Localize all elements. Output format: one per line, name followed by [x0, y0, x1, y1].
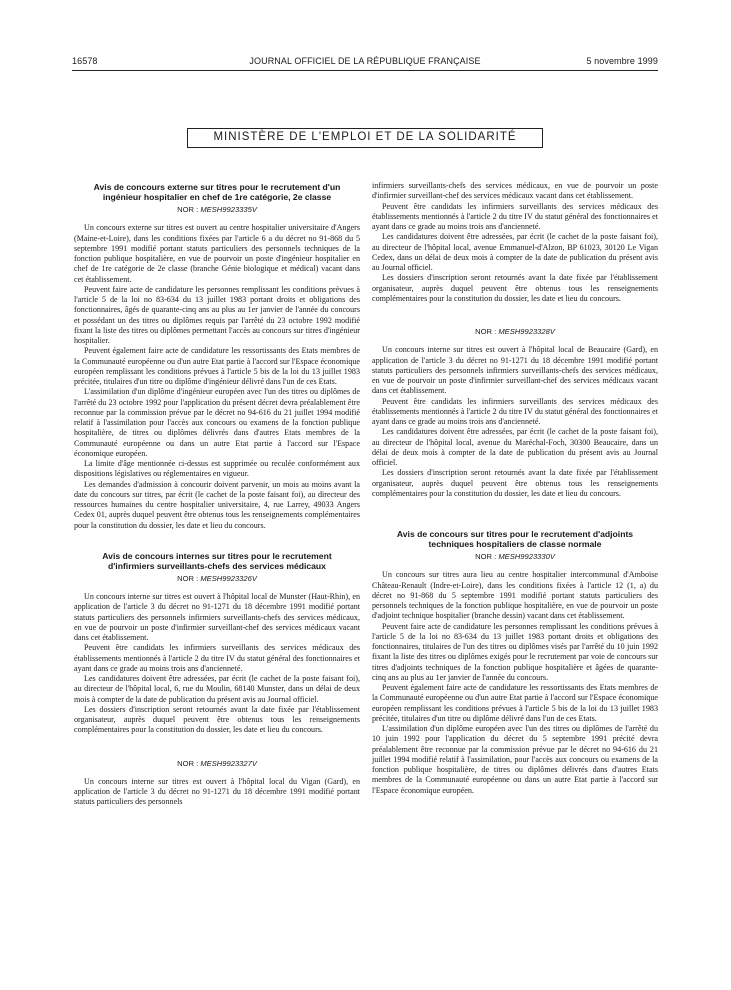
paragraph: La limite d'âge mentionnée ci-dessus est supprimée ou reculée conformément aux dispositions législatives ou réglementaires en vigueur. [74, 459, 360, 479]
paragraph: Un concours sur titres aura lieu au centre hospitalier intercommunal d'Amboise Château-Renault (Indre-et-Loire), dans les conditions fixées à l'article 12 (1, a) du décret no 91-868 du 5 septembre 1991 modifié portant statuts particuliers des personnels techniques de la fonction publique hospitalière, en vue de pourvoir un poste d'adjoint technique hospitalier (branche dessin) vacant dans cet établissement. [372, 570, 658, 621]
left-column [74, 182, 360, 808]
page-number: 16578 [72, 56, 98, 66]
paragraph: Les candidatures doivent être adressées, par écrit (le cachet de la poste faisant foi), au directeur de l'hôpital local, avenue Emmanuel-d'Alzon, BP 61023, 30120 Le Vigan Cedex, dans un délai de deux mois à compter de la date de publication du présent avis au Journal officiel. [372, 232, 658, 272]
paragraph: Peuvent être candidats les infirmiers surveillants des services médicaux des établissements mentionnés à l'article 2 du titre IV du statut général des fonctionnaires et ayant dans ce grade au moins trois ans d'ancienneté. [74, 643, 360, 673]
paragraph: infirmiers surveillants-chefs des services médicaux, en vue de pourvoir un poste d'infirmier surveillant-chef des services médicaux vacant dans cet établissement. [372, 181, 658, 201]
notice-title-2: Avis de concours internes sur titres pour le recrutement d'infirmiers surveillants-chefs des services médicaux [102, 550, 332, 571]
paragraph: Un concours interne sur titres est ouvert à l'hôpital local du Vigan (Gard), en application de l'article 3 du décret no 91-1271 du 18 décembre 1991 modifié portant statuts particuliers des personnels [74, 776, 360, 807]
paragraph: Les candidatures doivent être adressées, par écrit (le cachet de la poste faisant foi), au directeur de l'hôpital local, 6, rue du Moulin, 68140 Munster, dans un délai de deux mois à compter de la date de publication du présent avis au Journal officiel. [74, 674, 360, 704]
issue-date: 5 novembre 1999 [586, 56, 658, 66]
paragraph: Un concours interne sur titres est ouvert à l'hôpital local de Beaucaire (Gard), en application de l'article 3 du décret no 91-1271 du 18 décembre 1991 modifié portant statuts particuliers des personnels infirmiers surveillants-chefs des services médicaux, en vue de pourvoir un poste d'infirmier surveillant-chef des services médicaux vacant dans cet établissement. [372, 345, 658, 396]
nor-reference-1: NOR : MESH9923335V [177, 205, 257, 214]
paragraph: Peuvent faire acte de candidature les personnes remplissant les conditions prévues à l'article 5 de la loi no 83-634 du 13 juillet 1983 portant droits et obligations des fonctionnaires, âgés de quarante-cinq ans au plus au 1er janvier de l'année du concours et possédant un des titres ou diplômes requis par l'arrêté du 23 octobre 1992 modifié fixant la liste des titres ou diplômes permettant l'accès au concours sur titres d'ingénieur hospitalier. [74, 284, 360, 345]
nor-reference-2: NOR : MESH9923326V [177, 573, 257, 583]
nor-reference-4: NOR : MESH9923328V [475, 327, 555, 336]
header-rule [72, 70, 658, 71]
nor-reference-5: NOR : MESH9923330V [475, 552, 555, 561]
paragraph: Peuvent également faire acte de candidature les ressortissants des Etats membres de la Communauté européenne ou d'un autre Etat partie à l'accord sur l'Espace économique européen remplissant les conditions prévues à l'article 5 bis de la loi du 13 juillet 1983 précitée, titulaires d'un titre ou diplôme délivré dans l'un de ces Etats. [372, 683, 658, 723]
paragraph: Les candidatures doivent être adressées, par écrit (le cachet de la poste faisant foi), au directeur de l'hôpital local, avenue du Maréchal-Foch, 30300 Beaucaire, dans un délai de deux mois à compter de la date de publication du présent avis au Journal officiel. [372, 427, 658, 467]
paragraph: Peuvent être candidats les infirmiers surveillants des services médicaux des établissements mentionnés à l'article 2 du titre IV du statut général des fonctionnaires et ayant dans ce grade au moins trois ans d'ancienneté. [372, 201, 658, 231]
paragraph: Un concours externe sur titres est ouvert au centre hospitalier universitaire d'Angers (Maine-et-Loire), dans les conditions fixées par l'article 6 a du décret no 91-868 du 5 septembre 1991 modifié portant statuts particuliers des personnels techniques de la fonction publique hospitalière, en vue de pourvoir un poste d'ingénieur hospitalier en chef de 1re catégorie de 2e classe (branche Génie biologique et médical) vacant dans cet établissement. [74, 223, 360, 284]
paragraph: Les dossiers d'inscription seront retournés avant la date fixée par l'établissement organisateur, auprès duquel peuvent être obtenus tous les renseignements complémentaires pour la constitution du dossier, les date et lieu du concours. [372, 273, 658, 303]
paragraph: Peuvent faire acte de candidature les personnes remplissant les conditions prévues à l'article 5 de la loi no 83-634 du 13 juillet 1983 portant droits et obligations des fonctionnaires, titulaires de l'un des titres ou diplômes visés par l'arrêté du 10 juin 1992 fixant la liste des titres ou diplômes exigés pour le recrutement par voie de concours sur titres d'adjoints techniques de la fonction publique hospitalière et âgées de quarante-cinq ans au plus au 1er janvier de l'année du concours. [372, 621, 658, 682]
right-column [372, 181, 658, 796]
paragraph: Peuvent être candidats les infirmiers surveillants des services médicaux des établissements mentionnés à l'article 2 du titre IV du statut général des fonctionnaires et ayant dans ce grade au moins trois ans d'ancienneté. [372, 396, 658, 426]
paragraph: Les dossiers d'inscription seront retournés avant la date fixée par l'établissement organisateur, auprès duquel peuvent être obtenus tous les renseignements complémentaires pour la constitution du dossier, les date et lieu du concours. [372, 468, 658, 498]
notice-title-5: Avis de concours sur titres pour le recrutement d'adjoints techniques hospitaliers de classe normale [396, 529, 634, 549]
journal-title: JOURNAL OFFICIEL DE LA RÉPUBLIQUE FRANÇAISE [249, 56, 481, 66]
paragraph: Les demandes d'admission à concourir doivent parvenir, un mois au moins avant la date du concours sur titres, par écrit (le cachet de la poste faisant foi), au directeur des ressources humaines du centre hospitalier universitaire, 4, rue Larrey, 49033 Angers Cedex 01, auprès duquel peuvent être obtenus tous les renseignements complémentaires pour la constitution du dossier, les date et lieu du concours. [74, 479, 360, 530]
paragraph: Peuvent également faire acte de candidature les ressortissants des Etats membres de la Communauté européenne ou d'un autre Etat partie à l'accord sur l'Espace économique européen remplissant les conditions prévues à l'article 5 bis de la loi du 13 juillet 1983 précitée, titulaires d'un titre ou diplôme d'ingénieur délivré dans l'un de ces Etats. [74, 346, 360, 386]
paragraph: Un concours interne sur titres est ouvert à l'hôpital local de Munster (Haut-Rhin), en application de l'article 3 du décret no 91-1271 du 18 décembre 1991 modifié portant statuts particuliers des personnels infirmiers surveillants-chefs des services médicaux, en vue de pourvoir un poste d'infirmier surveillant-chef des services médicaux vacant dans cet établissement. [74, 592, 360, 642]
paragraph: L'assimilation d'un diplôme d'ingénieur européen avec l'un des titres ou diplômes de l'arrêté du 23 octobre 1992 pour l'application du présent décret devra préalablement être reconnue par la commission prévue par le décret no 94-616 du 21 juillet 1994 modifié relatif à l'assimilation pour l'accès aux concours ou examens de la fonction publique hospitalière, de titres ou diplômes délivrés dans d'autres Etats membres de la Communauté européenne ou dans un autre Etat partie à l'accord sur l'Espace économique européen. [74, 387, 360, 458]
ministry-heading: MINISTÈRE DE L'EMPLOI ET DE LA SOLIDARITÉ [187, 128, 543, 148]
nor-reference-3: NOR : MESH9923327V [177, 758, 257, 768]
notice-title-1: Avis de concours externe sur titres pour le recrutement d'un ingénieur hospitalier en chef de 1re catégorie, 2e classe [93, 182, 341, 202]
paragraph: Les dossiers d'inscription seront retournés avant la date fixée par l'établissement organisateur, auprès duquel peuvent être obtenus tous les renseignements complémentaires pour la constitution du dossier, les date et lieu du concours. [74, 704, 360, 735]
paragraph: L'assimilation d'un diplôme européen avec l'un des titres ou diplômes de l'arrêté du 10 juin 1992 pour l'application du décret du 5 septembre 1991 précité devra préalablement être reconnue par la commission prévue par le décret no 94-616 du 21 juillet 1994 modifié relatif à l'assimilation, pour l'accès aux concours ou examens de la fonction publique hospitalière, de titres ou diplômes délivrés dans d'autres Etats membres de la Communauté européenne ou dans un autre Etat partie à l'accord sur l'Espace économique européen. [372, 724, 658, 795]
